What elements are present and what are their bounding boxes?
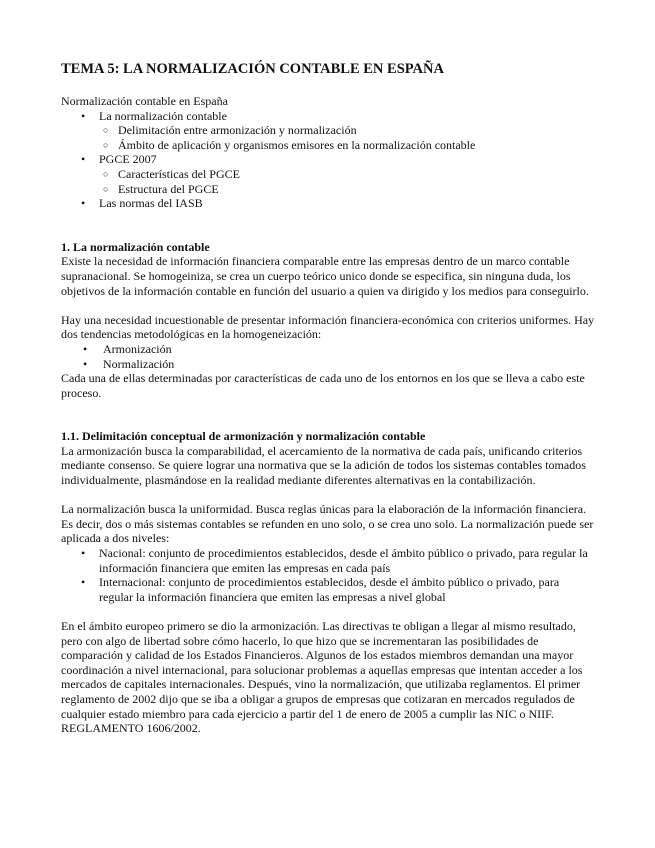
paragraph: La normalización busca la uniformidad. Busca reglas únicas para la elaboración de la información financiera. Es decir, dos o más sistemas contables se refunden en uno solo, o se crea uno solo. La normalización puede ser aplicada a dos niveles: (61, 502, 594, 546)
toc-list (61, 109, 595, 211)
section-heading: 1.1. Delimitación conceptual de armonización y normalización contable (61, 429, 426, 444)
toc-item-label: Las normas del IASB (99, 196, 203, 211)
paragraph: La armonización busca la comparabilidad, el acercamiento de la normativa de cada país, unificando criterios mediante consenso. Se quiere lograr una normativa que se la adición de todos los sistemas contables tomados individualmente, plasmándose en la realidad mediante diferentes alternativas en la contabilización. (61, 443, 586, 488)
paragraph: Cada una de ellas determinadas por características de cada uno de los entornos en los que se lleva a cabo este proceso. (61, 371, 585, 400)
paragraph: Existe la necesidad de información financiera comparable entre las empresas dentro de un marco contable supranacional. Se homogeiniza, se crea un cuerpo teórico unico donde se especifica, sin ninguna duda, los objetivos de la información contable en función del usuario a quien va dirigido y los medios para conseguirlo. (61, 254, 589, 298)
toc-item-label: PGCE 2007 (99, 152, 157, 167)
paragraph: En el ámbito europeo primero se dio la armonización. Las directivas te obligan a llegar al mismo resultado, pero con algo de libertad sobre cómo hacerlo, lo que hizo que se incrementaran las posibilidades de comparación y calidad de los Estados Financieros. Algunos de los estados miembros demandan una mayor coordinación a nivel internacional, para solucionar problemas a aquellas empresas que intentan acceder a los mercados de capitales internacionales. Después, vino la normalización, que utilizaba reglamentos. El primer reglamento de 2002 dijo que se iba a obligar a grupos de empresas que cotizaran en mercados regulados de cualquier estado miembro para cada ejercicio a partir del 1 de enero de 2005 a cumplir las NIC o NIIF. REGLAMENTO 1606/2002. (61, 619, 583, 736)
bullet-list (61, 546, 595, 604)
list-item: • Nacional: conjunto de procedimientos establecidos, desde el ámbito público o privado, para regular la información financiera que emiten las empresas en cada país (61, 546, 595, 575)
spacer (61, 400, 595, 429)
toc-item (61, 196, 595, 211)
spacer (61, 211, 595, 240)
section-1-1 (61, 429, 595, 735)
toc-item (61, 152, 595, 196)
section-1 (61, 240, 595, 401)
toc-item (61, 109, 595, 153)
toc-subitem: ○ Estructura del PGCE (61, 182, 595, 197)
toc-heading: Normalización contable en España (61, 94, 228, 108)
list-item: • Armonización (61, 342, 595, 357)
toc-item-label: La normalización contable (99, 108, 227, 123)
toc-sublist (99, 123, 595, 152)
paragraph: Hay una necesidad incuestionable de presentar información financiera-económica con criterios uniformes. Hay dos tendencias metodológicas en la homogeneización: (61, 312, 595, 342)
toc-subitem: ○ Delimitación entre armonización y normalización (61, 123, 595, 138)
table-of-contents (61, 94, 595, 211)
section-heading: 1. La normalización contable (61, 239, 210, 254)
list-item: • Normalización (61, 357, 595, 372)
list-item: • Internacional: conjunto de procedimientos establecidos, desde el ámbito público o privado, para regular la información financiera que emiten las empresas a nivel global (61, 575, 595, 604)
document-title: TEMA 5: LA NORMALIZACIÓN CONTABLE EN ESPAÑA (61, 61, 444, 77)
toc-subitem: ○ Ámbito de aplicación y organismos emisores en la normalización contable (61, 138, 595, 153)
toc-subitem: ○ Características del PGCE (61, 167, 595, 182)
bullet-list (61, 342, 595, 371)
toc-sublist (99, 167, 595, 196)
